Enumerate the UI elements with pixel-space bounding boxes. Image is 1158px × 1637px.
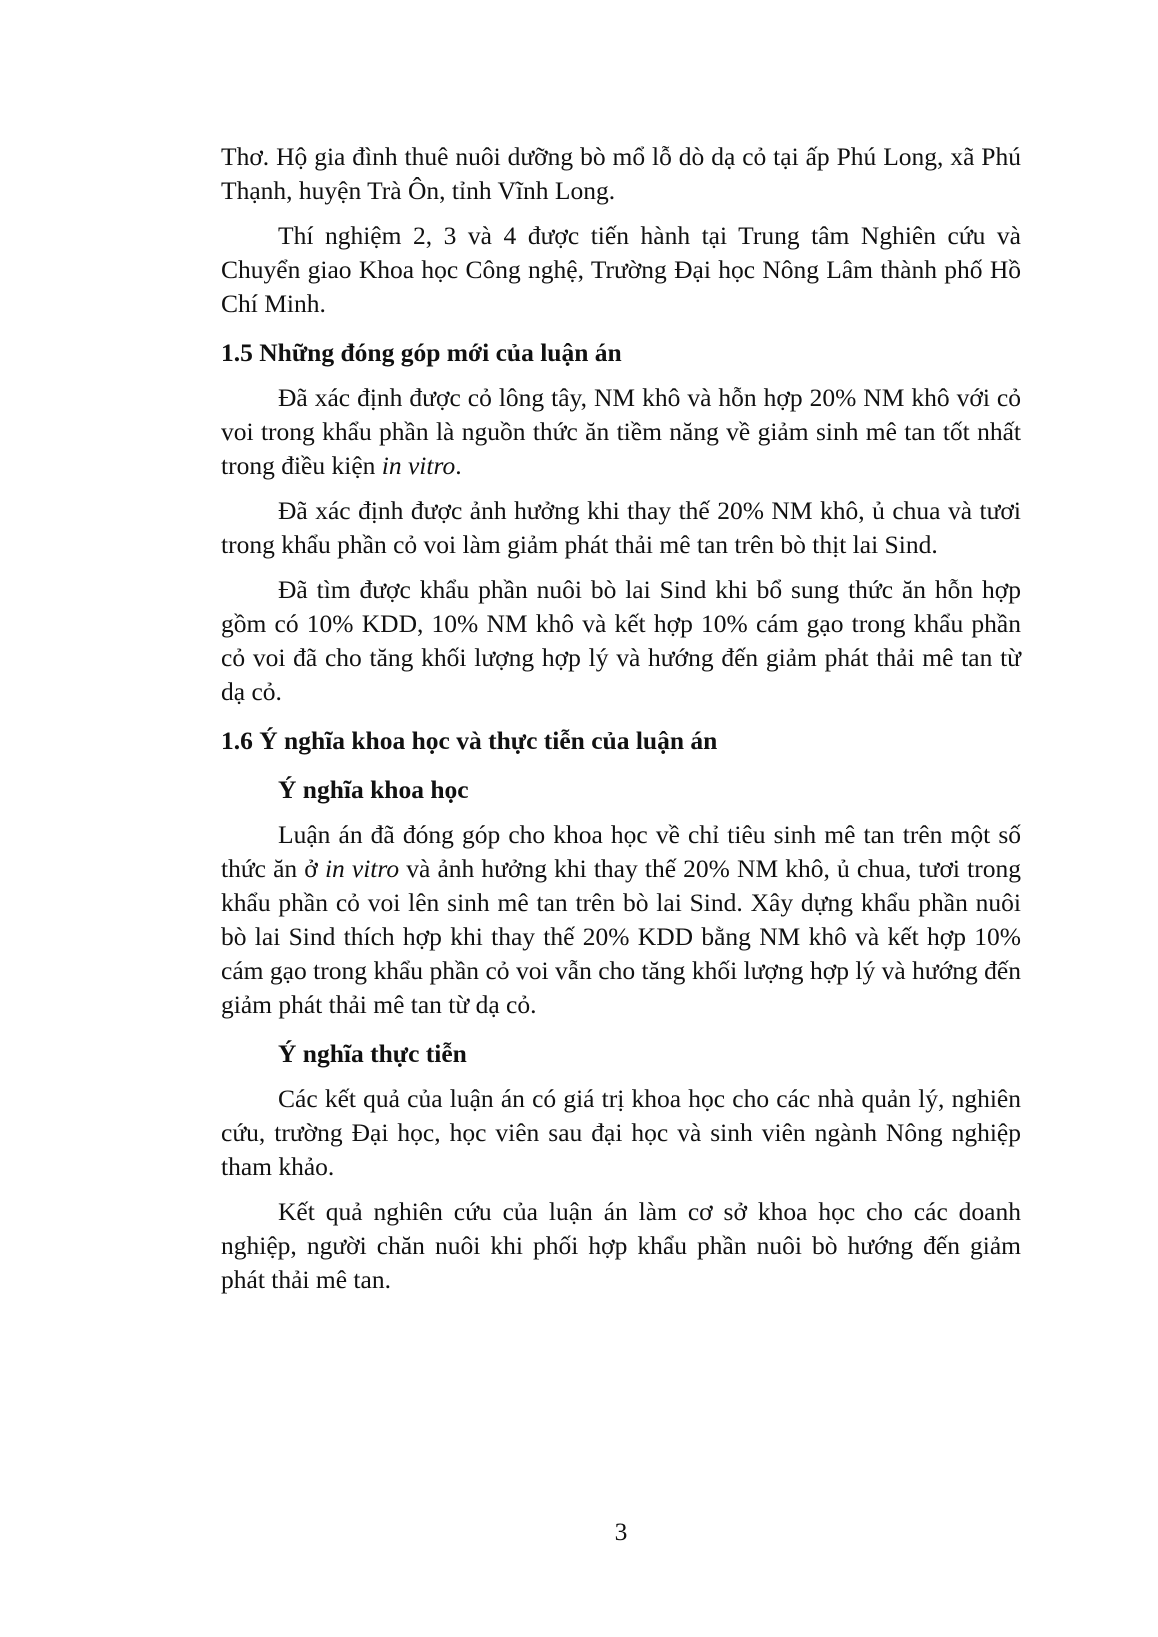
text-run: .	[455, 451, 462, 480]
text-run: và ảnh hưởng khi thay thế 20% NM khô, ủ chua, tươi trong khẩu phần cỏ voi lên sinh mê tan trên bò lai Sind. Xây dựng khẩu phần nuôi bò lai Sind thích hợp khi thay thế 20% KDD bằng NM khô và kết hợp 10% cám gạo trong khẩu phần cỏ voi vẫn cho tăng khối lượng hợp lý và hướng đến giảm phát thải mê tan từ dạ cỏ.	[221, 854, 1021, 1019]
paragraph-contribution-2	[221, 494, 1021, 562]
text-run: Kết quả nghiên cứu của luận án làm cơ sở khoa học cho các doanh nghiệp, người chăn nuôi khi phối hợp khẩu phần nuôi bò hướng đến giảm phát thải mê tan.	[221, 1197, 1021, 1294]
text-run: 1.6 Ý nghĩa khoa học và thực tiễn của luận án	[221, 726, 718, 755]
paragraph-continuation	[221, 140, 1021, 208]
text-run: Ý nghĩa thực tiễn	[278, 1039, 467, 1068]
section-heading-1-5	[221, 336, 1021, 370]
text-run: Thơ. Hộ gia đình thuê nuôi dưỡng bò mổ lỗ dò dạ cỏ tại ấp Phú Long, xã Phú Thạnh, huyện Trà Ôn, tỉnh Vĩnh Long.	[221, 142, 1021, 205]
page-number: 3	[614, 1517, 628, 1546]
subheading-scientific-significance	[221, 773, 1021, 807]
text-run: 1.5 Những đóng góp mới của luận án	[221, 338, 622, 367]
subheading-practical-significance	[221, 1037, 1021, 1071]
text-run: Các kết quả của luận án có giá trị khoa học cho các nhà quản lý, nghiên cứu, trường Đại học, học viên sau đại học và sinh viên ngành Nông nghiệp tham khảo.	[221, 1084, 1021, 1181]
text-run: Đã xác định được cỏ lông tây, NM khô và hỗn hợp 20% NM khô với cỏ voi trong khẩu phần là nguồn thức ăn tiềm năng về giảm sinh mê tan tốt nhất trong điều kiện	[221, 383, 1021, 480]
paragraph-practical-significance-2	[221, 1195, 1021, 1297]
text-run: in vitro	[324, 854, 400, 883]
text-run: Đã tìm được khẩu phần nuôi bò lai Sind khi bổ sung thức ăn hỗn hợp gồm có 10% KDD, 10% NM khô và kết hợp 10% cám gạo trong khẩu phần cỏ voi đã cho tăng khối lượng hợp lý và hướng đến giảm phát thải mê tan từ dạ cỏ.	[221, 575, 1021, 706]
paragraph-contribution-1	[221, 381, 1021, 483]
text-run: in vitro	[381, 451, 456, 480]
paragraph-practical-significance-1	[221, 1082, 1021, 1184]
paragraph-experiments	[221, 219, 1021, 321]
text-run: Ý nghĩa khoa học	[278, 775, 469, 804]
text-run: Thí nghiệm 2, 3 và 4 được tiến hành tại Trung tâm Nghiên cứu và Chuyển giao Khoa học Công nghệ, Trường Đại học Nông Lâm thành phố Hồ Chí Minh.	[221, 221, 1021, 318]
page-body	[221, 140, 1021, 1297]
paragraph-scientific-significance	[221, 818, 1021, 1022]
section-heading-1-6	[221, 724, 1021, 758]
text-run: Luận án đã đóng góp cho khoa học về chỉ tiêu sinh mê tan trên một số thức ăn ở	[221, 820, 1021, 883]
text-run: Đã xác định được ảnh hưởng khi thay thế 20% NM khô, ủ chua và tươi trong khẩu phần cỏ voi làm giảm phát thải mê tan trên bò thịt lai Sind.	[221, 496, 1021, 559]
paragraph-contribution-3	[221, 573, 1021, 709]
